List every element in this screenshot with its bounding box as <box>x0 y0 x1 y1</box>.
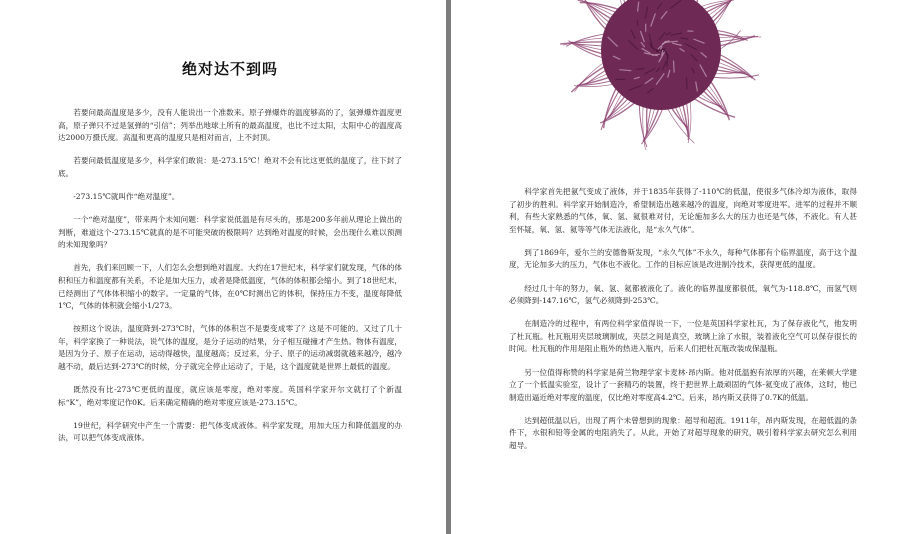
sun-drawing <box>541 0 781 180</box>
paragraph: 若要问最高温度是多少，没有人能说出一个准数来。原子弹爆炸的温度够高的了，氢弹爆炸温度更高，原子弹只不过是氢弹的“引信”；列举出地球上所有的最高温度，也比不过太阳，太阳中心的温度高达2000万摄氏度。高温和更高的温度只是相对而言，上不封顶。 <box>58 108 402 143</box>
sun-texture-stroke <box>686 77 687 89</box>
paragraph: 一个“绝对温度”，带来两个未知问题：科学家说低温是有尽头的，那是200多年前从理论上做出的判断，难道这个-273.15℃就真的是不可能突破的极限吗？达到绝对温度的时候，会出现什么难以预测的未知现象吗？ <box>58 215 402 250</box>
sun-ray <box>560 42 603 44</box>
page-title: 绝对达不到吗 <box>181 60 278 78</box>
sun-illustration <box>541 0 781 180</box>
right-page-text <box>509 186 857 463</box>
paragraph: 达到超低温以后，出现了两个未曾想到的现象：超导和超流。1911年，昂内斯发现，在超低温的条件下，水银和铅等金属的电阻消失了。从此，开始了对超导现象的研究，吸引着科学家去研究怎么利用超导。 <box>509 415 857 450</box>
sun-texture-stroke <box>637 20 638 26</box>
paragraph: 首先，我们来回顾一下，人们怎么会想到绝对温度。大约在17世纪末，科学家们就发现，气体的体积和压力和温度都有关系，不论是加大压力，或者是降低温度，气体的体积都会缩小。到了18世纪末，已经测出了气体体积缩小的数字。一定量的气体，在0℃时测出它的体积，保持压力不变，温度每降低1℃，气体的体积就会缩小1/273。 <box>58 263 402 311</box>
sun-texture-stroke <box>667 53 668 67</box>
paragraph: 经过几十年的努力，氧、氢、氦都被液化了。液化的临界温度都很低，氧气为-118.8℃，而氢气则必须降到-147.16℃，氢气必须降到-253℃。 <box>509 283 857 306</box>
right-page <box>451 0 897 534</box>
paragraph: -273.15℃就叫作“绝对温度”。 <box>73 191 180 201</box>
sun-ray <box>647 106 648 133</box>
paragraph: 既然没有比-273℃更低的温度，就应该是零度，绝对零度。英国科学家开尔文就打了个新温标“K”，绝对零度记作0K。后来确定精确的绝对零度应该是-273.15℃。 <box>58 385 402 407</box>
paragraph: 到了1869年，爱尔兰的安德鲁斯发现，“永久气体”不永久，每种气体都有个临界温度，高于这个温度，无论加多大的压力，气体也不液化。工作的目标应该是改进制冷技术，获得更低的温度。 <box>509 247 857 270</box>
paragraph: 另一位值得称赞的科学家是荷兰物理学家卡麦林·昂内斯。他对低温抱有浓厚的兴趣，在莱顿大学建立了一个低温实验室，设计了一套精巧的装置，终于把世界上最顽固的气体-氦变成了液体，这时，他已制造出逼近绝对零度的温度，仅比绝对零度高4.2℃。后来，昂内斯又获得了0.7K的低温。 <box>509 367 857 402</box>
sun-texture-stroke <box>674 61 675 73</box>
left-page <box>0 0 446 534</box>
paragraph: 在制造冷的过程中，有两位科学家值得说一下，一位是英国科学家杜瓦，为了保存液化气，他发明了杜瓦瓶。杜瓦瓶用夹层玻璃制成，夹层之间是真空，玻璃上涂了水银，装着液化空气可以保存很长的时间。杜瓦瓶的作用是阻止瓶外的热进入瓶内，后来人们把杜瓦瓶改装成保温瓶。 <box>509 319 857 354</box>
paragraph: 19世纪，科学研究中产生一个需要：把气体变成液体。科学家发现，用加大压力和降低温度的办法，可以把气体变成液体。 <box>58 420 402 443</box>
sun-ray <box>571 66 605 92</box>
paragraph: 按照这个说法，温度降到-273℃时，气体的体积岂不是要变成零了？这是不可能的。又过了几十年，科学家换了一种说法，说气体的温度，是分子运动的结果，分子相互碰撞才产生热。物体有温度，是因为分子、原子在运动，运动得越快，温度越高；反过来，分子、原子的运动减弱就越来越冷，越冷越不动，最后达到-273℃的时候，分子就完全停止运动了，于是，这个温度就是世界上最低的温度。 <box>58 324 402 371</box>
paragraph: 若要问最低温度是多少，科学家们敢说：是-273.15℃！绝对不会有比这更低的温度了，往下封了底。 <box>58 156 402 178</box>
paragraph: 科学家首先把氨气变成了液体，并于1835年获得了-110℃的低温，使很多气体冷却为液体，取得了初步的胜利。科学家开始制造冷，希望制造出越来越冷的温度，向绝对零度进军。进军的过程并不顺利，有些大家熟悉的气体，氧、氢、氦很难对付，无论施加多么大的压力也还是气体，不液化。有人甚至怀疑，氧、氢、氦等等气体无法液化，是“永久气体”。 <box>509 187 857 234</box>
